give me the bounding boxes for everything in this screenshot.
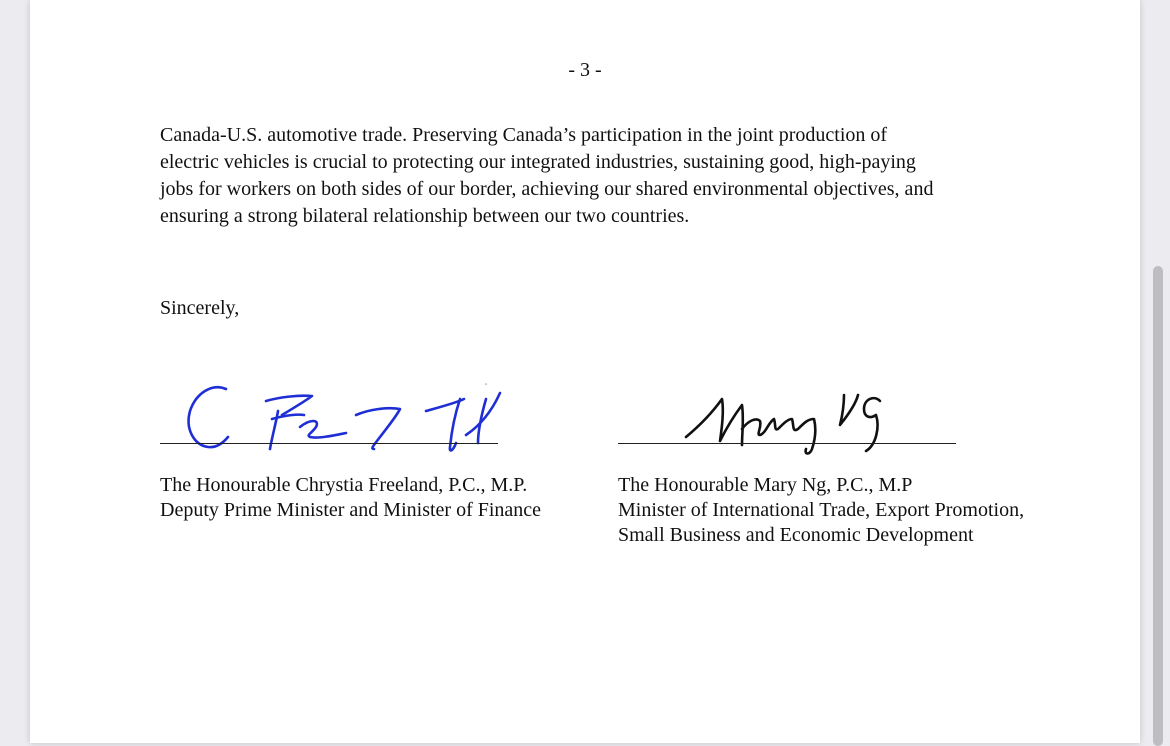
signatory-name: The Honourable Chrystia Freeland, P.C., M.P. (160, 474, 528, 496)
vertical-scrollbar[interactable] (1148, 0, 1170, 743)
body-line: Canada-U.S. automotive trade. Preserving Canada’s participation in the joint production of (160, 124, 888, 146)
body-line: electric vehicles is crucial to protecting our integrated industries, sustaining good, high-paying (160, 151, 916, 173)
page-number: - 3 - (568, 59, 602, 81)
signatory-title: Small Business and Economic Development (618, 524, 974, 546)
signatory-details (160, 473, 541, 523)
body-line: jobs for workers on both sides of our border, achieving our shared environmental objectives, and (160, 178, 934, 200)
signature-line (618, 443, 956, 444)
signatory-title: Minister of International Trade, Export Promotion, (618, 499, 1025, 521)
letter-closing: Sincerely, (160, 297, 240, 319)
document-page (30, 0, 1140, 743)
handwritten-signature-ng (618, 375, 978, 465)
signatory-title: Deputy Prime Minister and Minister of Finance (160, 499, 542, 521)
handwritten-signature-freeland (160, 375, 520, 465)
signatory-details (618, 473, 1024, 548)
letter-body-paragraph (160, 122, 1040, 230)
body-line: ensuring a strong bilateral relationship between our two countries. (160, 205, 690, 227)
signature-line (160, 443, 498, 444)
scrollbar-thumb[interactable] (1153, 266, 1163, 746)
signatory-name: The Honourable Mary Ng, P.C., M.P (618, 474, 913, 496)
